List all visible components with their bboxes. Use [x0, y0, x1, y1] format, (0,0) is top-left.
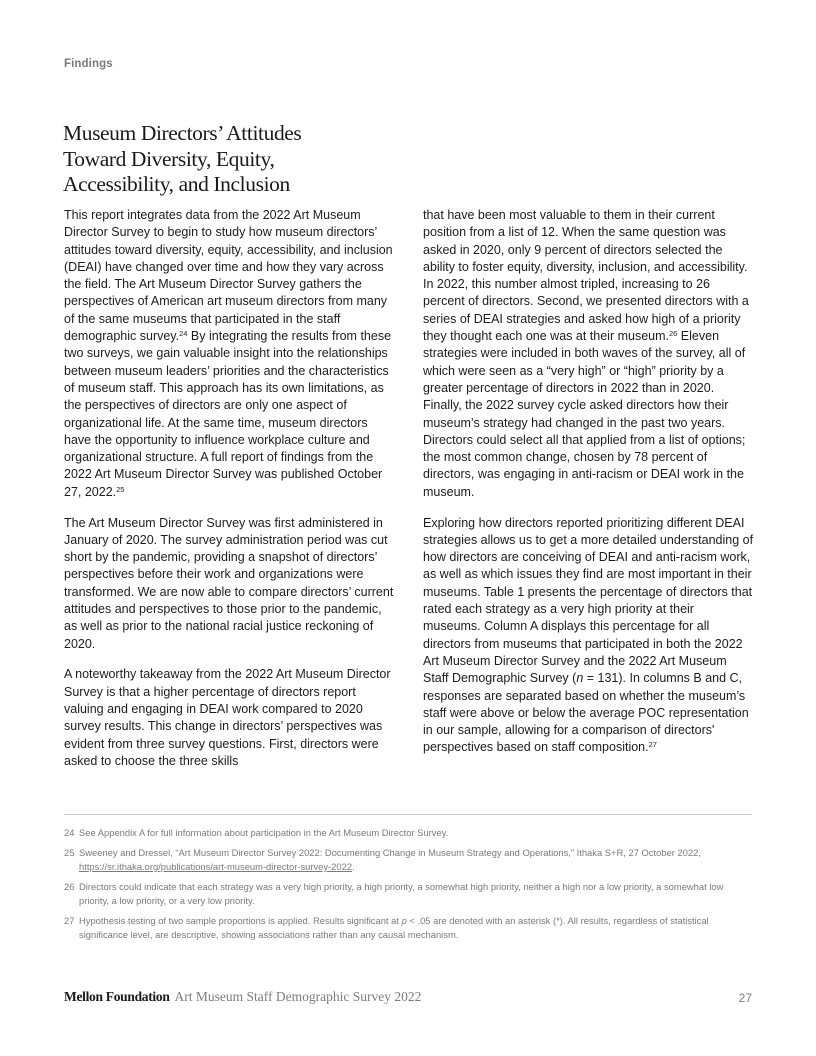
footnote-text: See Appendix A for full information about participation in the Art Museum Director Survey.	[79, 827, 449, 838]
footnote-ref[interactable]: 24	[179, 329, 188, 339]
footnote-text	[79, 846, 752, 873]
footnote-ref[interactable]: 27	[648, 740, 657, 750]
footnote-body: Hypothesis testing of two sample proportions is applied. Results significant at	[79, 915, 402, 927]
footnote-number: 25	[64, 847, 75, 859]
sample-size-symbol: n	[576, 671, 584, 686]
paragraph: The Art Museum Director Survey was first administered in January of 2020. The survey administration period was cut short by the pandemic, providing a snapshot of directors’ perspectives before their work and organizations were transformed. We are now able to compare directors’ current attitudes and perspectives to those prior to the pandemic, as well as prior to the national racial justice reckoning of 2020.	[64, 515, 394, 651]
footnote-link[interactable]: https://sr.ithaka.org/publications/art-museum-director-survey-2022	[79, 860, 353, 872]
footnote	[64, 880, 752, 907]
footnote-ref[interactable]: 26	[668, 329, 678, 339]
paragraph	[423, 515, 754, 757]
paragraph-text: = 131). In columns B and C, responses are separated based on whether the museum’s staff were above or below the average POC representation in our sample, allowing for a comparison of directors' perspectives based on staff composition.	[423, 671, 749, 755]
section-label: Findings	[64, 58, 113, 70]
paragraph-text: This report integrates data from the 2022 Art Museum Director Survey to begin to study how museum directors’ attitudes toward diversity, equity, accessibility, and inclusion (DEAI) have changed over time and how they vary across the field. The Art Museum Director Survey gathers the perspectives of American art museum directors from many of the same museums that participated in the staff demographic survey.	[64, 208, 393, 344]
footnote-ref[interactable]: 25	[116, 484, 125, 494]
footnote-text: Directors could indicate that each strategy was a very high priority, a high priority, a somewhat high priority, neither a high nor a low priority, a somewhat low priority, a low priority, or a very low priority.	[79, 881, 724, 906]
p-value-symbol: p	[401, 915, 407, 927]
right-column	[423, 207, 754, 770]
left-column	[64, 207, 394, 784]
footnote	[64, 846, 752, 873]
footnote-body: Sweeney and Dressel, “Art Museum Director Survey 2022: Documenting Change in Museum Strategy and Operations,” Ithaka S+R, 27 October 2022,	[79, 847, 701, 859]
footer	[64, 989, 421, 1005]
report-title: Art Museum Staff Demographic Survey 2022	[174, 989, 422, 1004]
footnote-number: 24	[64, 827, 75, 838]
paragraph-text: that have been most valuable to them in their current position from a list of 12. When the same question was asked in 2020, only 9 percent of directors selected the ability to foster equity, diversity, inclusion, and accessibility. In 2022, this number almost tripled, increasing to 26 percent of directors. Second, we presented directors with a series of DEAI strategies and asked how high of a priority they thought each one was at their museum.	[423, 208, 749, 344]
footnote-divider	[64, 814, 752, 815]
page-title: Museum Directors’ Attitudes Toward Diversity, Equity, Accessibility, and Inclusion	[63, 121, 302, 196]
footnote	[64, 826, 752, 840]
footnote-text	[79, 914, 752, 941]
brand-logo: Mellon Foundation	[64, 989, 170, 1004]
footnote-number: 26	[64, 881, 75, 893]
footnote-number: 27	[64, 915, 75, 927]
paragraph	[64, 207, 394, 501]
page-number: 27	[738, 991, 752, 1005]
footnote-body: < .05 are denoted with an asterisk (*). All results, regardless of statistical significance level, are descriptive, showing associations rather than any causal mechanism.	[79, 915, 709, 940]
footnote-punctuation: .	[352, 860, 355, 872]
paragraph-text: By integrating the results from these two surveys, we gain valuable insight into the relationships between museum leaders’ priorities and the characteristics of museum staff. This approach has its own limitations, as the perspectives of directors are only one aspect of organizational life. At the same time, museum directors have the opportunity to influence workplace culture and organizational structure. A full report of findings from the 2022 Art Museum Director Survey was published October 27, 2022.	[64, 329, 392, 499]
footnotes	[64, 826, 752, 948]
paragraph-text: Exploring how directors reported prioritizing different DEAI strategies allows us to get a more detailed understanding of how directors are conceiving of DEAI and anti-racism work, as well as which issues they find are most important in their museums. Table 1 presents the percentage of directors that rated each strategy as a very high priority at their museums. Column A displays this percentage for all directors from museums that participated in both the 2022 Art Museum Director Survey and the 2022 Art Museum Staff Demographic Survey (	[423, 515, 754, 686]
paragraph: A noteworthy takeaway from the 2022 Art Museum Director Survey is that a higher percentage of directors report valuing and engaging in DEAI work compared to 2020 survey results. This change in directors’ perspectives was evident from three survey questions. First, directors were asked to choose the three skills	[64, 667, 391, 768]
paragraph	[423, 207, 754, 501]
footnote	[64, 914, 752, 941]
paragraph-text: Eleven strategies were included in both waves of the survey, all of which were seen as a “very high” or “high” priority by a greater percentage of directors in 2022 than in 2020. Finally, the 2022 survey cycle asked directors how their museum’s strategy had changed in the past two years. Directors could select all that applied from a list of options; the most common change, chosen by 78 percent of directors, was engaging in anti-racism or DEAI work in the museum.	[423, 329, 746, 499]
